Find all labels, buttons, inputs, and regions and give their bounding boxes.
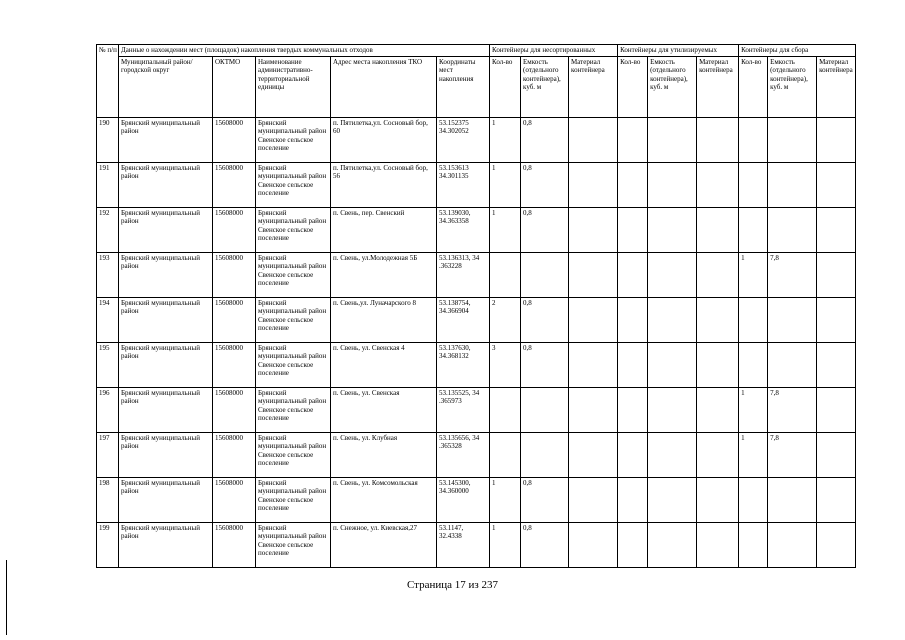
cell-col-mat bbox=[817, 432, 856, 477]
cell-unit: Брянский муниципальный район Свенское сельское поселение bbox=[256, 432, 331, 477]
cell-col-mat bbox=[817, 342, 856, 387]
cell-col-qty bbox=[739, 342, 768, 387]
cell-col-cap bbox=[768, 162, 817, 207]
cell-col-mat bbox=[817, 207, 856, 252]
cell-uns-cap: 0,8 bbox=[521, 477, 569, 522]
cell-rec-qty bbox=[618, 162, 648, 207]
cell-num: 195 bbox=[97, 342, 119, 387]
cell-rec-mat bbox=[697, 297, 739, 342]
cell-col-qty: 1 bbox=[739, 387, 768, 432]
cell-oktmo: 15608000 bbox=[213, 432, 256, 477]
header-col-col-cap: Емкость (отдельного контейнера), куб. м bbox=[768, 56, 817, 117]
cell-uns-mat bbox=[569, 342, 618, 387]
cell-uns-cap: 0,8 bbox=[521, 162, 569, 207]
cell-unit: Брянский муниципальный район Свенское сельское поселение bbox=[256, 162, 331, 207]
cell-col-qty bbox=[739, 477, 768, 522]
header-col-uns-mat: Материал контейнера bbox=[569, 56, 618, 117]
cell-col-qty bbox=[739, 297, 768, 342]
cell-rec-mat bbox=[697, 477, 739, 522]
cell-coords: 53.139030, 34.363358 bbox=[437, 207, 490, 252]
table-row bbox=[97, 522, 856, 567]
cell-coords: 53.135525, 34 .365973 bbox=[437, 387, 490, 432]
cell-uns-qty: 1 bbox=[490, 477, 521, 522]
scan-edge-line bbox=[6, 560, 7, 635]
cell-rec-qty bbox=[618, 387, 648, 432]
cell-rec-qty bbox=[618, 252, 648, 297]
cell-col-mat bbox=[817, 477, 856, 522]
cell-coords: 53.153613 34.301135 bbox=[437, 162, 490, 207]
header-col-col-qty: Кол-во bbox=[739, 56, 768, 117]
cell-rec-cap bbox=[648, 117, 697, 162]
table-row bbox=[97, 297, 856, 342]
cell-district: Брянский муниципальный район bbox=[119, 342, 213, 387]
cell-address: п. Свень,ул. Луначарского 8 bbox=[331, 297, 437, 342]
cell-unit: Брянский муниципальный район Свенское сельское поселение bbox=[256, 297, 331, 342]
cell-num: 196 bbox=[97, 387, 119, 432]
cell-rec-mat bbox=[697, 432, 739, 477]
cell-col-cap bbox=[768, 342, 817, 387]
header-col-uns-qty: Кол-во bbox=[490, 56, 521, 117]
cell-rec-cap bbox=[648, 387, 697, 432]
cell-uns-cap bbox=[521, 387, 569, 432]
cell-rec-mat bbox=[697, 387, 739, 432]
header-group-recycle: Контейнеры для утилизируемых bbox=[618, 45, 739, 57]
cell-uns-mat bbox=[569, 117, 618, 162]
table-row bbox=[97, 477, 856, 522]
cell-num: 192 bbox=[97, 207, 119, 252]
cell-coords: 53.1147, 32.4338 bbox=[437, 522, 490, 567]
cell-rec-mat bbox=[697, 522, 739, 567]
cell-uns-mat bbox=[569, 387, 618, 432]
cell-col-mat bbox=[817, 117, 856, 162]
waste-sites-table bbox=[96, 44, 856, 568]
cell-uns-qty: 1 bbox=[490, 207, 521, 252]
cell-coords: 53.138754, 34.366904 bbox=[437, 297, 490, 342]
cell-rec-mat bbox=[697, 252, 739, 297]
cell-rec-qty bbox=[618, 477, 648, 522]
cell-uns-qty: 1 bbox=[490, 117, 521, 162]
cell-col-qty: 1 bbox=[739, 432, 768, 477]
cell-address: п. Свень, ул. Свенская bbox=[331, 387, 437, 432]
cell-rec-cap bbox=[648, 162, 697, 207]
cell-unit: Брянский муниципальный район Свенское сельское поселение bbox=[256, 342, 331, 387]
cell-district: Брянский муниципальный район bbox=[119, 477, 213, 522]
header-row-columns bbox=[97, 56, 856, 117]
cell-oktmo: 15608000 bbox=[213, 477, 256, 522]
cell-address: п. Пятилетка,ул. Сосновый бор, 56 bbox=[331, 162, 437, 207]
header-col-uns-cap: Емкость (отдельного контейнера), куб. м bbox=[521, 56, 569, 117]
cell-uns-qty bbox=[490, 387, 521, 432]
cell-address: п. Свень, ул. Свенская 4 bbox=[331, 342, 437, 387]
cell-oktmo: 15608000 bbox=[213, 207, 256, 252]
cell-coords: 53.137630, 34.368132 bbox=[437, 342, 490, 387]
table-row bbox=[97, 252, 856, 297]
cell-col-mat bbox=[817, 387, 856, 432]
cell-rec-qty bbox=[618, 117, 648, 162]
cell-num: 191 bbox=[97, 162, 119, 207]
cell-rec-qty bbox=[618, 522, 648, 567]
cell-address: п. Пятилетка,ул. Сосновый бор, 60 bbox=[331, 117, 437, 162]
cell-col-cap bbox=[768, 297, 817, 342]
cell-unit: Брянский муниципальный район Свенское сельское поселение bbox=[256, 117, 331, 162]
cell-oktmo: 15608000 bbox=[213, 522, 256, 567]
cell-unit: Брянский муниципальный район Свенское сельское поселение bbox=[256, 252, 331, 297]
header-col-district: Муниципальный район/городской округ bbox=[119, 56, 213, 117]
cell-col-cap bbox=[768, 207, 817, 252]
table-row bbox=[97, 117, 856, 162]
cell-uns-qty: 1 bbox=[490, 522, 521, 567]
cell-oktmo: 15608000 bbox=[213, 297, 256, 342]
cell-uns-mat bbox=[569, 477, 618, 522]
cell-col-mat bbox=[817, 252, 856, 297]
header-no: № п/п bbox=[97, 45, 119, 118]
cell-district: Брянский муниципальный район bbox=[119, 432, 213, 477]
cell-uns-cap: 0,8 bbox=[521, 522, 569, 567]
cell-rec-cap bbox=[648, 477, 697, 522]
cell-oktmo: 15608000 bbox=[213, 252, 256, 297]
cell-num: 193 bbox=[97, 252, 119, 297]
cell-unit: Брянский муниципальный район Свенское сельское поселение bbox=[256, 207, 331, 252]
cell-address: п. Снежное, ул. Киевская,27 bbox=[331, 522, 437, 567]
cell-uns-mat bbox=[569, 522, 618, 567]
cell-col-cap bbox=[768, 477, 817, 522]
cell-address: п. Свень, ул.Молодежная 5Б bbox=[331, 252, 437, 297]
cell-rec-mat bbox=[697, 162, 739, 207]
cell-num: 197 bbox=[97, 432, 119, 477]
cell-col-cap: 7,8 bbox=[768, 252, 817, 297]
cell-uns-mat bbox=[569, 162, 618, 207]
header-col-rec-qty: Кол-во bbox=[618, 56, 648, 117]
cell-district: Брянский муниципальный район bbox=[119, 207, 213, 252]
cell-col-cap bbox=[768, 522, 817, 567]
cell-num: 199 bbox=[97, 522, 119, 567]
header-col-rec-cap: Емкость (отдельного контейнера), куб. м bbox=[648, 56, 697, 117]
cell-uns-mat bbox=[569, 207, 618, 252]
cell-uns-cap: 0,8 bbox=[521, 117, 569, 162]
cell-uns-cap bbox=[521, 432, 569, 477]
header-row-groups bbox=[97, 45, 856, 57]
cell-col-cap: 7,8 bbox=[768, 432, 817, 477]
cell-oktmo: 15608000 bbox=[213, 162, 256, 207]
cell-address: п. Свень, пер. Свенский bbox=[331, 207, 437, 252]
table-row bbox=[97, 432, 856, 477]
header-group-location: Данные о нахождении мест (площадок) накопления твердых коммунальных отходов bbox=[119, 45, 490, 57]
cell-rec-mat bbox=[697, 207, 739, 252]
cell-col-cap: 7,8 bbox=[768, 387, 817, 432]
cell-col-qty bbox=[739, 162, 768, 207]
cell-col-mat bbox=[817, 162, 856, 207]
cell-col-cap bbox=[768, 117, 817, 162]
cell-oktmo: 15608000 bbox=[213, 387, 256, 432]
cell-rec-cap bbox=[648, 207, 697, 252]
header-col-coords: Координаты мест накопления bbox=[437, 56, 490, 117]
cell-rec-mat bbox=[697, 342, 739, 387]
cell-num: 194 bbox=[97, 297, 119, 342]
cell-rec-qty bbox=[618, 207, 648, 252]
cell-col-qty: 1 bbox=[739, 252, 768, 297]
cell-num: 190 bbox=[97, 117, 119, 162]
cell-uns-cap: 0,8 bbox=[521, 297, 569, 342]
cell-uns-qty bbox=[490, 252, 521, 297]
cell-col-mat bbox=[817, 297, 856, 342]
cell-unit: Брянский муниципальный район Свенское сельское поселение bbox=[256, 387, 331, 432]
cell-rec-qty bbox=[618, 432, 648, 477]
header-group-unsorted: Контейнеры для несортированных bbox=[490, 45, 618, 57]
cell-uns-qty: 2 bbox=[490, 297, 521, 342]
header-col-unit: Наименование административно-территориальной единицы bbox=[256, 56, 331, 117]
cell-coords: 53.145300, 34.360000 bbox=[437, 477, 490, 522]
cell-uns-qty bbox=[490, 432, 521, 477]
cell-district: Брянский муниципальный район bbox=[119, 297, 213, 342]
cell-oktmo: 15608000 bbox=[213, 342, 256, 387]
cell-uns-cap: 0,8 bbox=[521, 207, 569, 252]
cell-uns-mat bbox=[569, 432, 618, 477]
cell-uns-cap: 0,8 bbox=[521, 342, 569, 387]
cell-oktmo: 15608000 bbox=[213, 117, 256, 162]
cell-num: 198 bbox=[97, 477, 119, 522]
cell-rec-cap bbox=[648, 342, 697, 387]
header-col-rec-mat: Материал контейнера bbox=[697, 56, 739, 117]
cell-col-qty bbox=[739, 207, 768, 252]
cell-col-qty bbox=[739, 522, 768, 567]
cell-district: Брянский муниципальный район bbox=[119, 162, 213, 207]
cell-address: п. Свень, ул. Комсомольская bbox=[331, 477, 437, 522]
table-row bbox=[97, 207, 856, 252]
cell-district: Брянский муниципальный район bbox=[119, 117, 213, 162]
cell-rec-cap bbox=[648, 522, 697, 567]
cell-district: Брянский муниципальный район bbox=[119, 387, 213, 432]
cell-uns-mat bbox=[569, 252, 618, 297]
header-col-col-mat: Материал контейнера bbox=[817, 56, 856, 117]
cell-rec-cap bbox=[648, 252, 697, 297]
cell-uns-qty: 3 bbox=[490, 342, 521, 387]
cell-rec-cap bbox=[648, 297, 697, 342]
cell-coords: 53.152375 34.302052 bbox=[437, 117, 490, 162]
cell-rec-qty bbox=[618, 342, 648, 387]
cell-uns-qty: 1 bbox=[490, 162, 521, 207]
table-row bbox=[97, 162, 856, 207]
cell-district: Брянский муниципальный район bbox=[119, 252, 213, 297]
cell-address: п. Свень, ул. Клубная bbox=[331, 432, 437, 477]
table-row bbox=[97, 387, 856, 432]
cell-coords: 53.135656, 34 .365328 bbox=[437, 432, 490, 477]
header-col-address: Адрес места накопления ТКО bbox=[331, 56, 437, 117]
cell-unit: Брянский муниципальный район Свенское сельское поселение bbox=[256, 522, 331, 567]
header-group-collect: Контейнеры для сборa bbox=[739, 45, 856, 57]
table-row bbox=[97, 342, 856, 387]
cell-uns-mat bbox=[569, 297, 618, 342]
cell-col-qty bbox=[739, 117, 768, 162]
cell-uns-cap bbox=[521, 252, 569, 297]
cell-rec-mat bbox=[697, 117, 739, 162]
cell-col-mat bbox=[817, 522, 856, 567]
header-col-oktmo: ОКТМО bbox=[213, 56, 256, 117]
cell-unit: Брянский муниципальный район Свенское сельское поселение bbox=[256, 477, 331, 522]
cell-coords: 53.136313, 34 .363228 bbox=[437, 252, 490, 297]
table-body bbox=[97, 45, 856, 568]
page-number: Страница 17 из 237 bbox=[406, 579, 499, 591]
cell-rec-cap bbox=[648, 432, 697, 477]
cell-district: Брянский муниципальный район bbox=[119, 522, 213, 567]
cell-rec-qty bbox=[618, 297, 648, 342]
